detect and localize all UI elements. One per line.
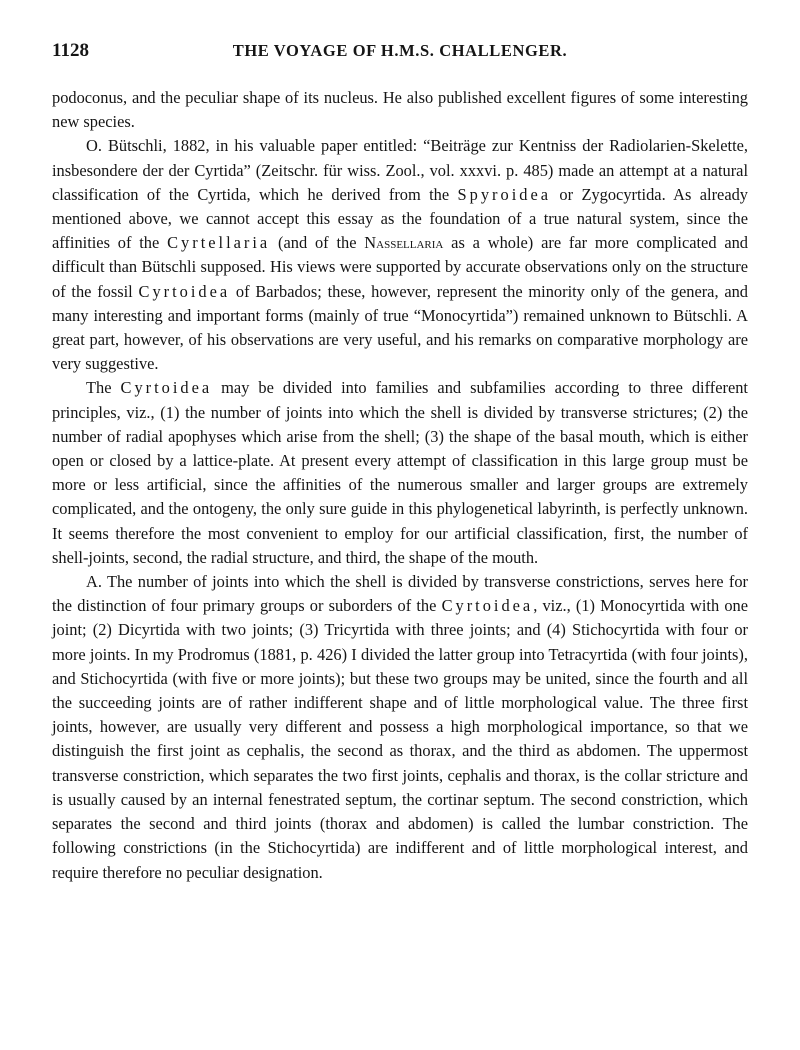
paragraph-4 xyxy=(52,570,748,885)
taxon-nassellaria: Nassellaria xyxy=(364,233,444,253)
paragraph-2-text-e: of Barbados; these, however, represent the minority only of the genera, and many interesting and important forms (mainly of true “Monocyrtida”) remained unknown to Bütschli. A great part, however, of his observations are very useful, and his remarks on comparative morphology are very suggestive. xyxy=(52,281,748,374)
document-page xyxy=(52,40,748,885)
taxon-cyrtellaria: Cyrtellaria xyxy=(167,233,271,253)
paragraph-2-text-b: or Zygocyrtida. As already mentioned above, we cannot accept this essay as the foundation of a true natural system, since the affinities of the xyxy=(52,184,748,253)
paragraph-1-text: podoconus, and the peculiar shape of its nucleus. He also published excellent figures of some interesting new species. xyxy=(52,88,748,132)
paragraph-2 xyxy=(52,134,748,376)
running-title: THE VOYAGE OF H.M.S. CHALLENGER. xyxy=(232,41,568,60)
paragraph-2-text-d: as a whole) are far more complicated and difficult than Bütschli supposed. His views were supported by accurate observations only on the structure of the fossil xyxy=(52,233,748,301)
body-text xyxy=(52,86,748,885)
running-head xyxy=(52,40,748,70)
taxon-cyrtoidea: Cyrtoidea xyxy=(120,378,213,398)
paragraph-4-text-a: A. The number of joints into which the shell is divided by transverse constrictions, serves here for the distinction of four primary groups or suborders of the xyxy=(52,572,748,616)
paragraph-3 xyxy=(52,376,748,570)
page-number: 1128 xyxy=(52,40,89,61)
paragraph-2-text-c: (and of the xyxy=(270,233,365,253)
paragraph-3-text-a: The xyxy=(86,378,121,398)
taxon-spyroidea: Spyroidea xyxy=(457,184,552,204)
taxon-cyrtoidea: Cyrtoidea xyxy=(138,281,231,301)
paragraph-1 xyxy=(52,86,748,134)
paragraph-2-text-a: O. Bütschli, 1882, in his valuable paper entitled: “Beiträge zur Kentniss der Radiolarien-Skelette, insbesondere der der Cyrtida” (Zeitschr. für wiss. Zool., vol. xxxvi. p. 485) made an attempt at a natural classification of the Cyrtida, which he derived from the xyxy=(52,136,748,204)
paragraph-4-text-b: , viz., (1) Monocyrtida with one joint; (2) Dicyrtida with two joints; (3) Tricyrtida with three joints; and (4) Stichocyrtida with four or more joints. In my Prodromus (1881, p. 426) I divided the latter group into Tetracyrtida (with four joints), and Stichocyrtida (with five or more joints); but these two groups may be united, since the fourth and all the succeeding joints are of rather indifferent shape and of little morphological value. The three first joints, however, are usually very different and possess a high morphological importance, so that we distinguish the first joint as cephalis, the second as thorax, and the third as abdomen. The uppermost transverse constriction, which separates the two first joints, cephalis and thorax, is the collar stricture and is usually caused by an internal fenestrated septum, the cortinar septum. The second constriction, which separates the second and third joints (thorax and abdomen) is called the lumbar constriction. The following constrictions (in the Stichocyrtida) are indifferent and of little morphological interest, and require therefore no peculiar designation. xyxy=(52,596,749,882)
taxon-cyrtoidea: Cyrtoidea xyxy=(441,596,534,616)
paragraph-3-text-b: may be divided into families and subfamilies according to three different principles, viz., (1) the number of joints into which the shell is divided by transverse strictures; (2) the number of radial apophyses which arise from the shell; (3) the shape of the basal mouth, which is either open or closed by a lattice-plate. At present every attempt of classification in this large group must be more or less artificial, since the affinities of the numerous smaller and larger groups are extremely complicated, and the ontogeny, the only sure guide in this phylogenetical labyrinth, is perfectly unknown. It seems therefore the most convenient to employ for our artificial classification, first, the number of shell-joints, second, the radial structure, and third, the shape of the mouth. xyxy=(52,378,748,567)
